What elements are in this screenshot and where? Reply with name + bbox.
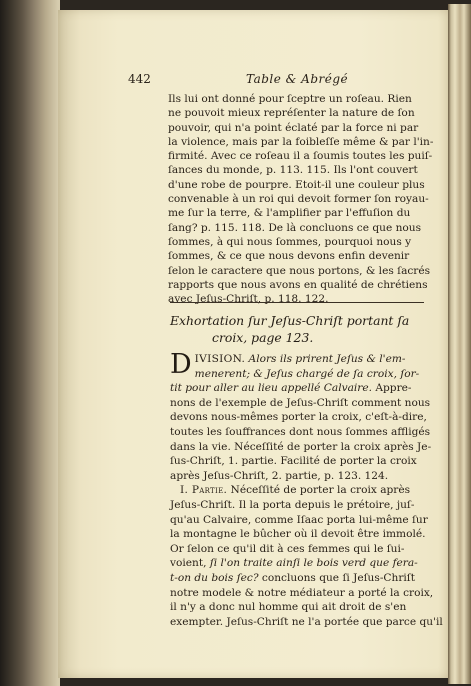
text-line: notre modele & notre médiateur a porté la croix, [170, 586, 434, 599]
text-line: après Jeſus-Chriſt, 2. partie, p. 123. 124. [170, 469, 389, 482]
text-line: dans la vie. Néceſſité de porter la croix après Je- [170, 440, 432, 453]
text-span: Appre- [375, 382, 412, 395]
text-line: firmité. Avec ce roſeau il a ſoumis toutes les puiſ- [168, 150, 433, 163]
text-line: avec Jeſus-Chriſt, p. 118. 122. [168, 293, 329, 306]
text-line: il n'y a donc nul homme qui ait droit de s'en [170, 601, 407, 614]
text-line: ſus-Chriſt, 1. partie. Facilité de porter la croix [170, 455, 417, 468]
paragraph-1 [168, 92, 434, 306]
text-line: ne pouvoit mieux repréſenter la nature de ſon [168, 107, 415, 120]
running-title: Table & Abrégé [246, 72, 349, 86]
text-line: toutes les ſouffrances dont nous ſommes affligés [170, 425, 431, 438]
text-line: ſommes, à qui nous ſommes, pourquoi nous y [168, 235, 412, 248]
text-line: qu'au Calvaire, comme Iſaac porta lui-même ſur [170, 513, 428, 526]
text-line: la violence, mais par la foibleſſe même & par l'in- [168, 135, 434, 148]
text-span: concluons que ſi Jeſus-Chriſt [261, 571, 415, 584]
book-binding [0, 0, 60, 686]
text-line: rapports que nous avons en qualité de chrétiens [168, 278, 428, 291]
text-line: Or ſelon ce qu'il dit à ces femmes qui le ſui- [170, 542, 405, 555]
section-heading [170, 312, 426, 346]
text-line: ſommes, & ce que nous devons enfin devenir [168, 250, 410, 263]
text-line: me ſur la terre, & l'amplifier par l'effuſion du [168, 207, 411, 220]
section-rule [170, 302, 424, 303]
text-line: devons nous-mêmes porter la croix, c'eſt-à-dire, [170, 411, 427, 424]
division-label: IVISION. [194, 353, 246, 365]
text-span: Néceſſité de porter la croix après [230, 484, 411, 497]
text-line: ſelon le caractere que nous portons, & les ſacrés [168, 264, 431, 277]
text-line: nons de l'exemple de Jeſus-Chriſt comment nous [170, 396, 431, 409]
heading-line: Exhortation ſur Jeſus-Chriſt portant ſa [170, 313, 410, 328]
text-line: Jeſus-Chriſt. Il la porta depuis le prétoire, juſ- [170, 498, 415, 511]
heading-line: croix, page 123. [212, 330, 314, 345]
text-line: convenable à un roi qui devoit former ſon royau- [168, 193, 429, 206]
text-line: exempter. Jeſus-Chriſt ne l'a portée que parce qu'il [170, 615, 443, 628]
page-number: 442 [128, 72, 151, 86]
text-span: ſi l'on traite ainſi le bois verd que fera- [209, 557, 418, 570]
part-label: I. Partie. [180, 484, 228, 497]
text-span: t-on du bois ſec? [170, 571, 259, 584]
text-line: Ils lui ont donné pour ſceptre un roſeau. Rien [168, 93, 412, 105]
running-head [128, 72, 428, 88]
text-line: la montagne le bûcher où il devoit être immolé. [170, 528, 426, 541]
division-paragraph [170, 349, 443, 629]
text-line: d'une robe de pourpre. Etoit-il une couleur plus [168, 178, 425, 191]
text-line: menerent; & Jeſus chargé de ſa croix, ſor- [194, 367, 420, 380]
page-edges [448, 4, 471, 684]
text-span: Alors ils prirent Jeſus & l'em- [248, 353, 406, 365]
text-line: ſang? p. 115. 118. De là concluons ce que nous [168, 221, 422, 234]
drop-cap: D [170, 349, 192, 380]
text-span: voient, [170, 557, 207, 570]
text-line: pouvoir, qui n'a point éclaté par la force ni par [168, 121, 419, 134]
text-line: ſances du monde, p. 113. 115. Ils l'ont couvert [168, 164, 418, 177]
text-span: tit pour aller au lieu appellé Calvaire. [170, 382, 372, 395]
